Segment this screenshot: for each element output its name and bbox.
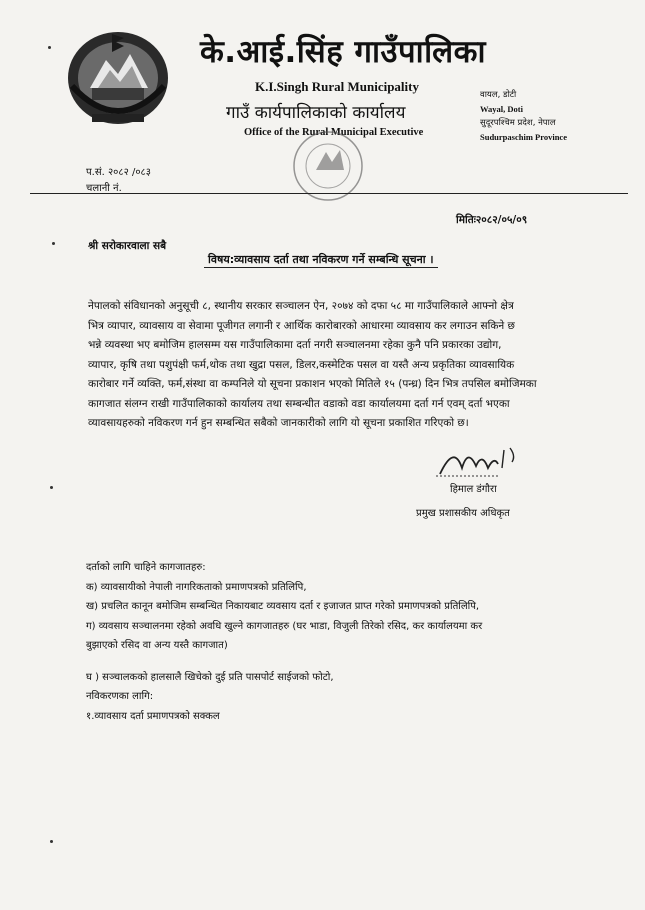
signatory-name: हिमाल डंगौरा — [450, 484, 497, 495]
documents-heading: दर्ताको लागि चाहिने कागजातहरु: — [86, 562, 206, 573]
address-line: वायल, डोटी — [480, 90, 517, 100]
address-line: Wayal, Doti — [480, 104, 523, 114]
notice-date: मितिः२०८२/०५/०९ — [456, 214, 528, 226]
body-line: कागजात संलग्न राखी गाउँपालिकाको कार्यालय तथा सम्बन्धीत वडाको वडा कार्यालयमा दर्ता गर्न एवम् दर्ता भएका — [88, 397, 510, 410]
municipality-title-nepali: के.आई.सिंह गाउँपालिका — [200, 34, 486, 70]
address-block — [480, 88, 567, 144]
notice-subject: विषय:व्यावसाय दर्ता तथा नविकरण गर्ने सम्बन्धि सूचना । — [204, 252, 438, 268]
scan-speck — [52, 242, 55, 245]
address-line: Sudurpaschim Province — [480, 132, 567, 142]
office-name-english: Office of the Rural Municipal Executive — [244, 127, 424, 138]
signatory-designation: प्रमुख प्रशासकीय अधिकृत — [416, 508, 510, 519]
letter-number: प.सं. २०८२ /०८३ — [86, 167, 151, 178]
office-stamp — [280, 126, 376, 206]
document-item: घ ) सञ्चालकको हालसालै खिचेको दुई प्रति पासपोर्ट साईजको फोटो, — [86, 671, 334, 683]
handwritten-signature — [432, 438, 528, 482]
renewal-heading: नविकरणका लागि: — [86, 691, 154, 702]
notice-body — [88, 297, 558, 434]
body-line: नेपालको संविधानको अनुसूची ८, स्थानीय सरकार सञ्चालन ऐन, २०७४ को दफा ५८ मा गाउँपालिकाले आफ्नो क्षेत्र — [88, 300, 514, 312]
dispatch-number: चलानी नं. — [86, 183, 122, 194]
signatory-block — [416, 478, 510, 526]
scan-speck — [50, 486, 53, 489]
scan-speck — [50, 840, 53, 843]
renewal-item: १.व्यावसाय दर्ता प्रमाणपत्रको सक्कल — [86, 710, 220, 722]
body-line: भित्र व्यापार, व्यावसाय वा सेवामा पूजीगत लगानी र आर्थिक कारोबारको आधारमा व्यावसाय कर लगाउन सकिने छ — [88, 319, 515, 332]
body-line: कारोबार गर्ने व्यक्ति, फर्म,संस्था वा कम्पनिले यो सूचना प्रकाशन भएको मितिले १५ (पन्ध्र) दिन भित्र तपसिल बमोजिमका — [88, 378, 537, 390]
nepal-emblem-logo — [62, 26, 174, 128]
header-divider — [30, 193, 628, 194]
document-item: क) व्यावसायीको नेपाली नागरिकताको प्रमाणपत्रको प्रतिलिपि, — [86, 581, 307, 593]
required-documents — [86, 558, 482, 726]
office-name-nepali: गाउँ कार्यपालिकाको कार्यालय — [226, 103, 406, 123]
document-item: ख) प्रचलित कानून बमोजिम सम्बन्धित निकायबाट व्यवसाय दर्ता र इजाजत प्राप्त गरेको प्रमाणपत्रको प्रतिलिपि, — [86, 601, 480, 612]
recipient: श्री सरोकारवाला सबै — [88, 240, 167, 252]
body-line: व्यापार, कृषि तथा पशुपंक्षी फर्म,थोक तथा खुद्रा पसल, डिलर,कस्मेटिक पसल वा यस्तै अन्य प्रकृतिका व्यावसायिक — [88, 358, 515, 371]
address-line: सुदूरपश्चिम प्रदेश, नेपाल — [480, 118, 556, 128]
body-line: व्यावसायहरुको नविकरण गर्न हुन सम्बन्धित सबैको जानकारीको लागि यो सूचना प्रकाशित गरिएको छ। — [88, 417, 469, 429]
scan-speck — [48, 46, 51, 49]
document-item: ग) व्यवसाय सञ्चालनमा रहेको अवधि खुल्ने कागजातहरु (घर भाडा, विजुली तिरेको रसिद, कर कार्यालयमा कर — [86, 620, 483, 632]
body-line: भन्ने व्यवस्था भए बमोजिम हालसम्म यस गाउँपालिकामा दर्ता नगरी सञ्चालनमा रहेका कुनै पनि प्रकारका उद्योग, — [88, 339, 502, 351]
document-item: बुझाएको रसिद वा अन्य यस्तै कागजात) — [86, 640, 228, 651]
municipality-title-english: K.I.Singh Rural Municipality — [255, 79, 419, 94]
